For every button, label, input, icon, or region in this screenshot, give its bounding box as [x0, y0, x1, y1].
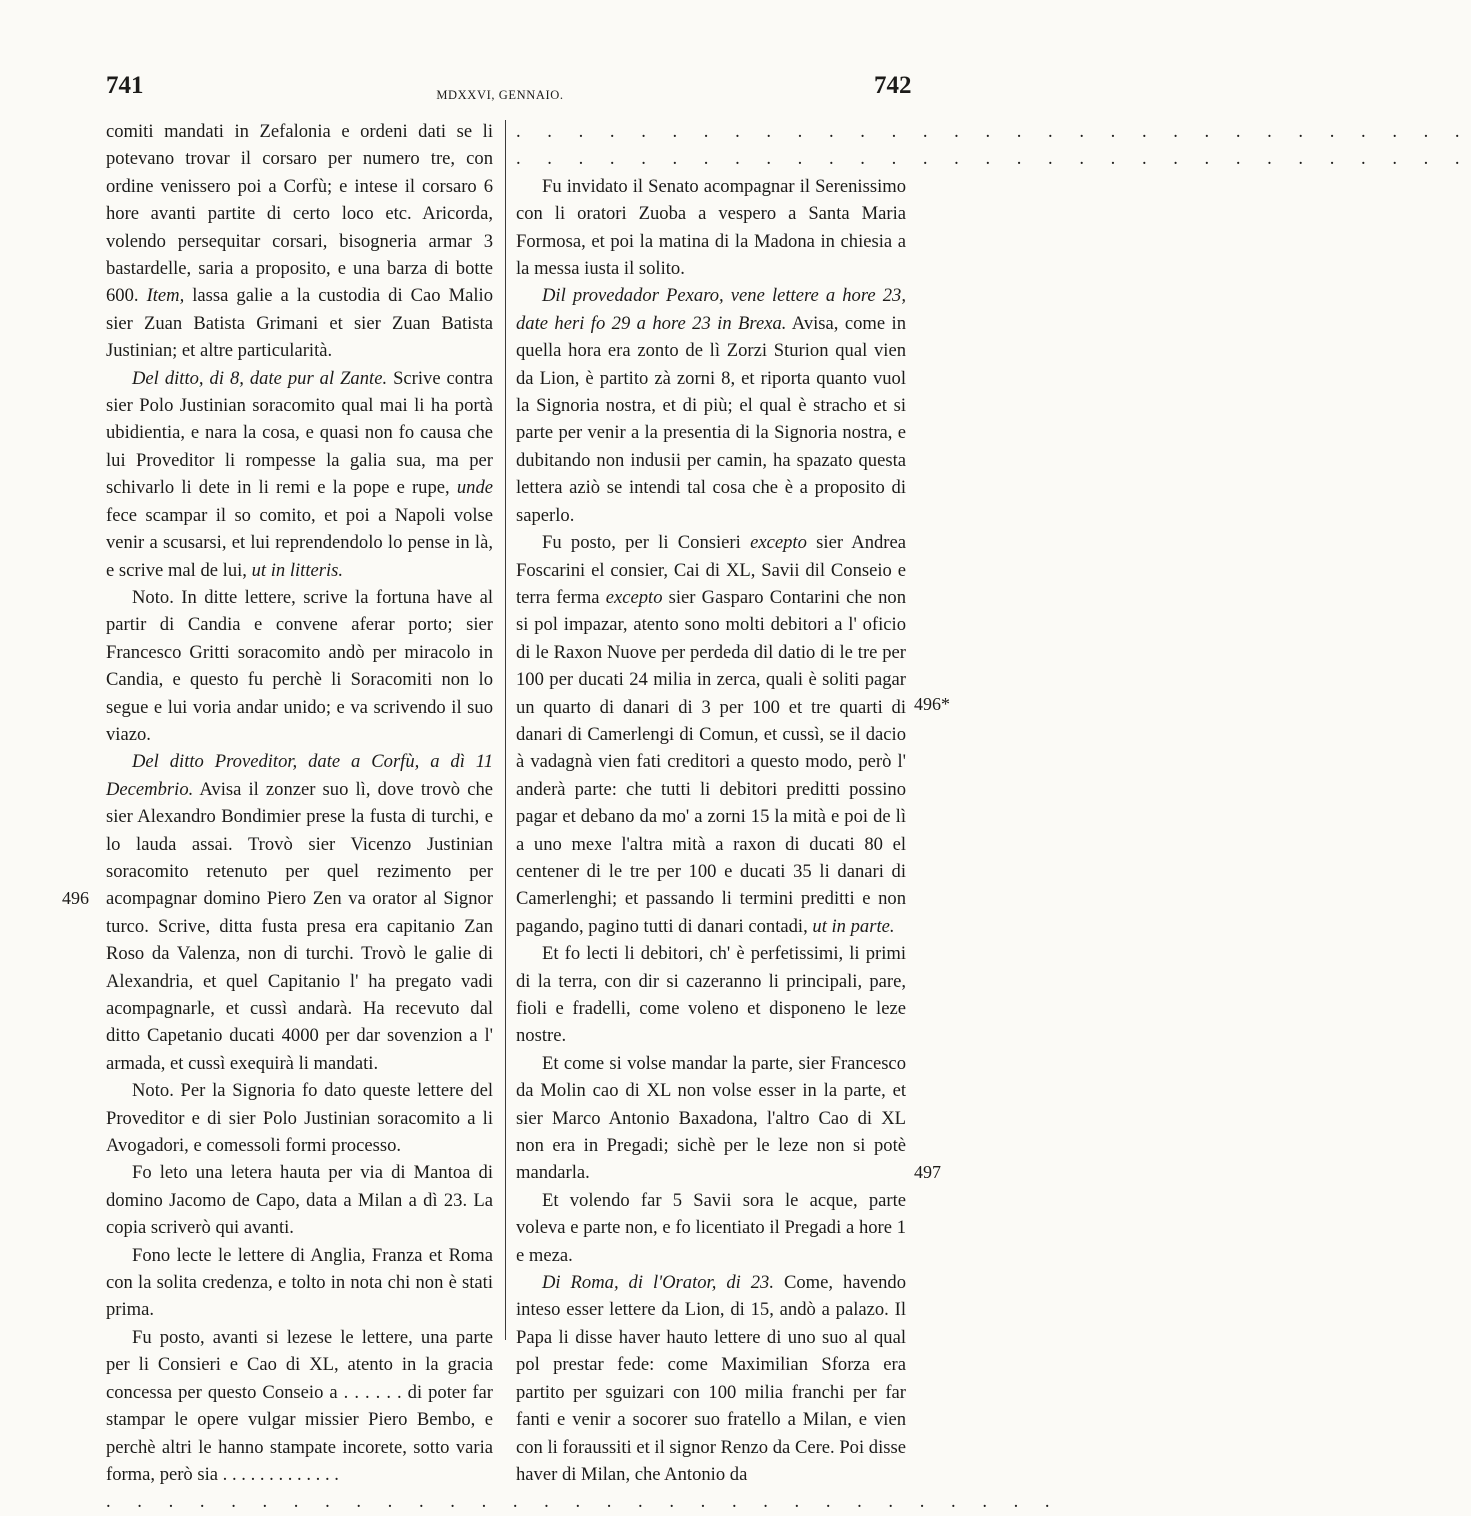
- text: Come, havendo inteso esser lettere da Lion, di 15, andò a palazo. Il Papa li disse haver hauto lettere di uno suo al qual pol prestar fede: come Maximilian Sforza era partito per sguizari con 100 milia franchi per far fanti e venir a socorer suo fratello a Milan, e vien con li foraussiti et il signor Renzo da Cere. Poi disse haver di Milan, che Antonio da: [516, 1272, 907, 1485]
- paragraph: [516, 1269, 906, 1488]
- italic-text: excepto: [605, 586, 663, 608]
- paragraph: [106, 365, 493, 584]
- margin-note-left: 496: [62, 888, 89, 908]
- italic-heading: Di Roma, di l'Orator, di 23.: [542, 1272, 775, 1294]
- column-divider: [505, 120, 507, 1340]
- paragraph: Fo leto una letera hauta per via di Mantoa di domino Jacomo de Capo, data a Milan a dì 23. La copia scriverò qui avanti.: [106, 1162, 493, 1239]
- text: Avisa il zonzer suo lì, dove trovò che sier Alexandro Bondimier prese la fusta di turchi, e lo lauda assai. Trovò sier Vicenzo Justinian soracomito retenuto per quel rezimento per acompagnar domino Piero Zen va orator al Signor turco. Scrive, ditta fusta presa era capitanio Zan Roso da Valenza, non di turchi. Trovò le galie di Alexandria, et quel Capitanio l' ha pregato vadi acompagnarle, et cussì andarà. Ha recevuto dal ditto Capetanio ducati 4000 per dar sovenzion a l' armada, et cussì exequirà li mandati.: [106, 778, 494, 1074]
- paragraph: [106, 118, 493, 365]
- italic-heading: Dil provedador Pexaro, vene lettere a hore 23, date heri fo 29 a hore 23 in Brexa.: [516, 285, 906, 334]
- page-number-left: 741: [106, 72, 144, 99]
- paragraph: [516, 282, 906, 529]
- text: sier Gasparo Contarini che non si pol impazar, atento sono molti debitori a l' oficio di le Raxon Nuove per perdeda dil datio di le tre per 100 per ducati 24 milia in zerca, quali è soliti pagar un quarto di danari di 3 per 100 et tre quarti di danari di Camerlengi di Comun, et cussì, se il dacio à vadagnà vien fati creditori a questo modo, però l' anderà parte: che tutti li debitori preditti possino pagar et debano da mo' a zorni 15 la mità e poi de lì a uno mexe l'altra mità a raxon di ducati 80 el centener di le tre per 100 e ducati 35 li danari di Camerlenghi; et passando li termini preditti e non pagando, pagino tutti di danari contadi,: [516, 586, 906, 937]
- paragraph: Noto. Per la Signoria fo dato queste lettere del Proveditor e di sier Polo Justinian soracomito a li Avogadori, e comessoli formi processo.: [106, 1080, 493, 1157]
- text: Avisa, come in quella hora era zonto de lì Zorzi Sturion qual vien da Lion, è partito zà zorni 8, et riporta quanto vuol la Signoria nostra, et di più; el qual è strachо et si parte per venir a la presentia di la Signoria nostra, e dubitando non indusii per camin, ha spazato questa lettera aziò se intendi tal cosa che è a proposito di saperlo.: [516, 312, 906, 526]
- paragraph: [516, 529, 906, 940]
- italic-text: unde: [456, 477, 493, 499]
- paragraph: Et come si volse mandar la parte, sier Francesco da Molin cao di XL non volse esser in la parte, et sier Marco Antonio Baxadona, l'altro Cao di XL non era in Pregadi; sichè per le leze non si potè mandarla.: [516, 1052, 906, 1184]
- italic-heading: Del ditto, di 8, date pur al Zante.: [132, 367, 388, 389]
- page-header: [0, 72, 1000, 108]
- paragraph: Et volendo far 5 Savii sora le acque, parte voleva e parte non, e fo licentiato il Pregadi a hore 1 e meza.: [516, 1189, 906, 1266]
- italic-heading: Del ditto Proveditor, date a Corfù, a dì 11 Decembrio.: [106, 751, 493, 800]
- paragraph: Noto. In ditte lettere, scrive la fortuna have al partir di Candia e convene aferar porto; sier Francesco Gritti soracomito andò per miracolo in Candia, e questo fu perchè li Soracomiti non lo segue e lui voria andar unido; e va scrivendo il suo viazo.: [106, 586, 493, 745]
- paragraph: Fu invidato il Senato acompagnar il Serenissimo con li oratori Zuoba a vespero a Santa Maria Formosa, et poi la matina di la Madona in chiesia a la messa iusta il solito.: [516, 175, 906, 280]
- omission-dots: . . . . . . . . . . . . . . . . . . . . . . . . . . . . . . .: [516, 121, 1471, 142]
- omission-dots: . . . . . . . . . . . . . . . . . . . . . . . . . . . . . . .: [106, 1491, 1061, 1513]
- italic-text: ut in litteris.: [251, 559, 344, 581]
- italic-text: Item,: [146, 285, 185, 307]
- text: sier Andrea Foscarini el consier, Cai di XL, Savii dil Conseio e terra ferma: [516, 532, 906, 608]
- text: comiti mandati in Zefalonia e ordeni dati se li potevano trovar il corsaro per numero tre, con ordine venissero poi a Corfù; e intese il corsaro 6 hore avanti partite di certo loco etc. Aricorda, volendo persequitar corsari, bisogneria armar 3 bastardelle, saria a proposito, e una barza di botte 600.: [106, 121, 493, 307]
- italic-text: ut in parte.: [812, 915, 895, 937]
- paragraph: Fu posto, avanti si lezese le lettere, una parte per li Consieri e Cao di XL, atento in la gracia concessa per questo Conseio a . . . . . . di poter far stampar le opere vulgar missier Piero Bembo, e perchè altri le hanno stampate incorete, sotto varia forma, però sia . . . . . . . . . . . . .: [106, 1326, 493, 1485]
- text: Fu posto, per li Consieri: [542, 532, 741, 554]
- margin-note-right: 497: [914, 1162, 941, 1182]
- text: lassa galie a la custodia di Cao Malio sier Zuan Batista Grimani et sier Zuan Batista Justinian; et altre particularità.: [106, 285, 494, 362]
- paragraph: Fono lecte le lettere di Anglia, Franza et Roma con la solita credenza, e tolto in nota chi non è stati prima.: [106, 1244, 493, 1321]
- running-title: MDXXVI, GENNAIO.: [436, 88, 564, 102]
- paragraph: [106, 748, 493, 1077]
- paragraph: Et fo lecti li debitori, ch' è perfetissimi, li primi di la terra, con dir si cazeranno li principali, pare, fioli e fradelli, come voleno et disponeno le leze nostre.: [516, 943, 906, 1047]
- text: Scrive contra sier Polo Justinian soracomito qual mai li ha portà ubidientia, e nara la cosa, e quasi non fo causa che lui Proveditor li rompesse la galia sua, ma per schivarlo li dete in li remi e la pope e rupe,: [106, 367, 494, 499]
- margin-note-right: 496*: [914, 694, 950, 714]
- text: fece scampar il so comito, et poi a Napoli volse venir a scusarsi, et lui reprendendolo lo pense in là, e scrive mal de lui,: [106, 504, 493, 581]
- page-number-right: 742: [874, 72, 912, 99]
- italic-text: excepto: [750, 532, 807, 554]
- omission-dots: . . . . . . . . . . . . . . . . . . . . . . . . . . . . . . .: [516, 148, 1471, 170]
